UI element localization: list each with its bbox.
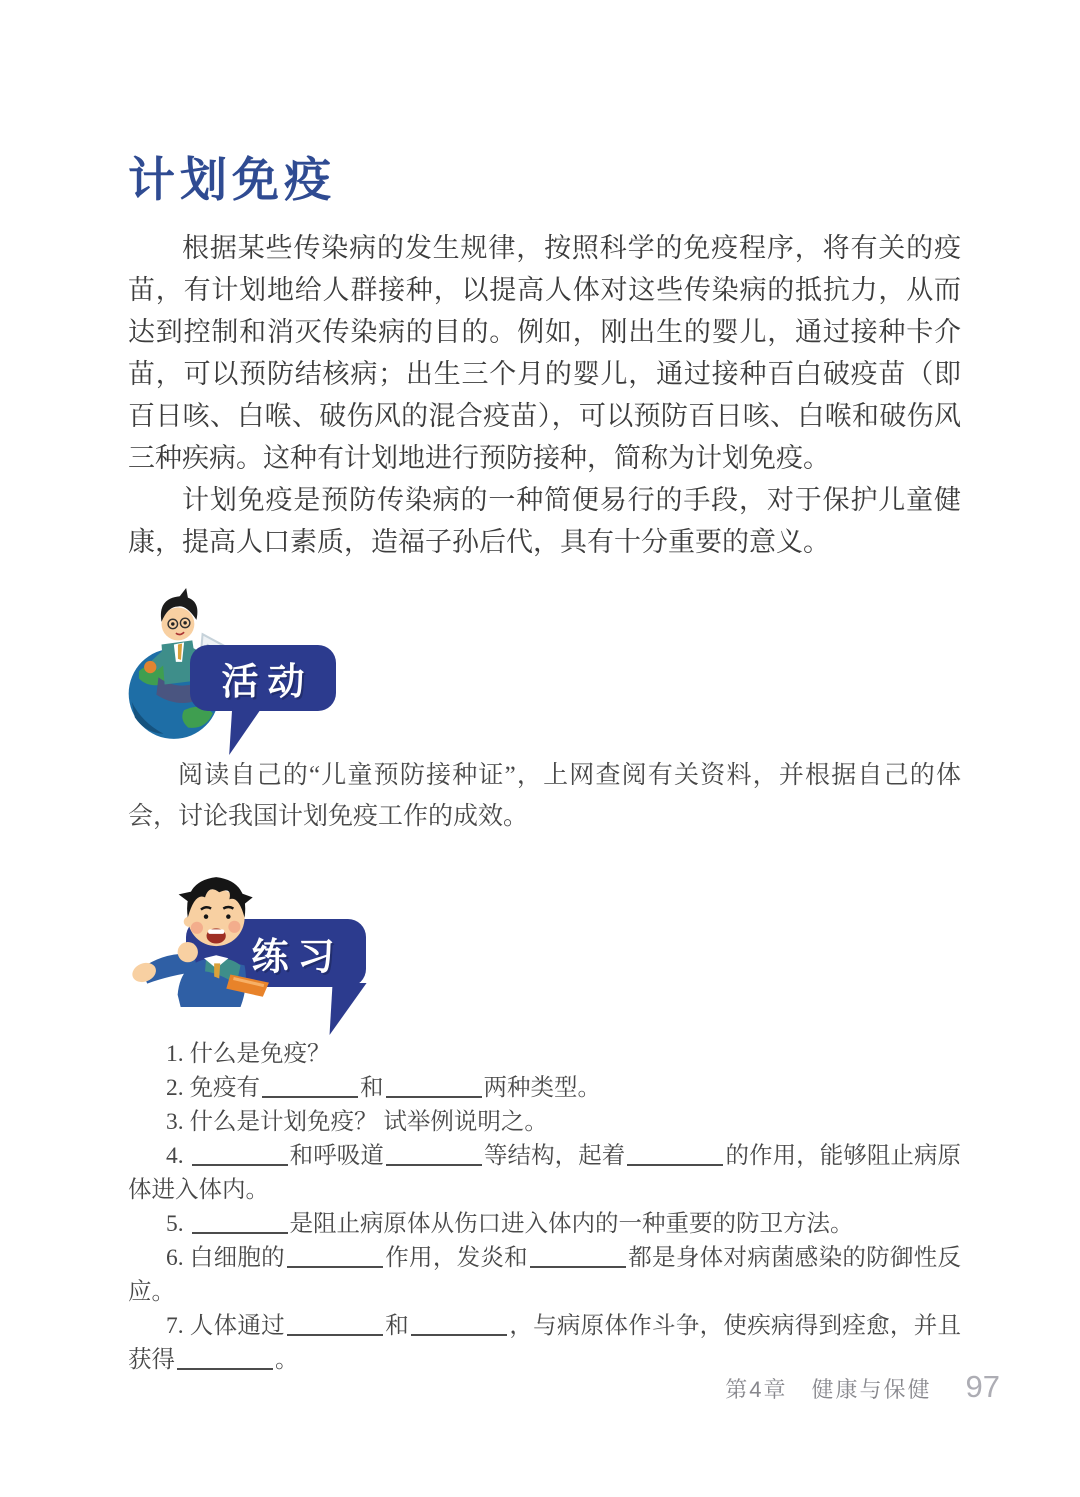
page-footer	[725, 1369, 1000, 1405]
question-text: 是阻止病原体从伤口进入体内的一种重要的防卫方法。	[289, 1211, 854, 1237]
question-text: 的作用，能够阻止病原体进入体内。	[128, 1143, 962, 1203]
fill-in-blank	[530, 1245, 626, 1269]
question-text: 4.	[166, 1143, 190, 1169]
exercise-question	[128, 1207, 961, 1241]
question-text: 等结构，起着	[483, 1143, 626, 1169]
activity-instruction: 阅读自己的“儿童预防接种证”，上网查阅有关资料，并根据自己的体会，讨论我国计划免疫工作的成效。	[128, 762, 961, 830]
page-content	[128, 143, 961, 1377]
intro-paragraph-2: 计划免疫是预防传染病的一种简便易行的手段，对于保护儿童健康，提高人口素质，造福子孙后代，具有十分重要的意义。	[128, 485, 961, 557]
question-text: ，与病原体作斗争，使疾病得到痊愈，并且获得	[128, 1313, 962, 1373]
fill-in-blank	[287, 1313, 383, 1337]
activity-badge	[190, 645, 336, 711]
page-number: 97	[965, 1369, 1000, 1404]
exercise-question	[128, 1037, 961, 1071]
fill-in-blank	[287, 1245, 383, 1269]
question-text: 6. 白细胞的	[166, 1245, 285, 1271]
question-text: 7. 人体通过	[166, 1313, 285, 1339]
question-text: 和	[360, 1075, 384, 1101]
question-text: 1. 什么是免疫？	[166, 1041, 331, 1067]
question-text: 。	[275, 1347, 299, 1373]
fill-in-blank	[192, 1143, 288, 1167]
fill-in-blank	[386, 1075, 482, 1099]
question-text: 和	[384, 1313, 410, 1339]
exercise-badge-label: 练习	[251, 936, 344, 977]
question-text: 都是身体对病菌感染的防御性反应。	[128, 1245, 962, 1305]
exercise-badge-tail	[323, 983, 366, 1035]
exercise-header	[128, 875, 961, 1027]
exercise-question	[128, 1139, 961, 1207]
fill-in-blank	[262, 1075, 358, 1099]
exercise-question	[128, 1105, 961, 1139]
question-text: 5.	[166, 1211, 190, 1237]
question-text: 3. 什么是计划免疫？ 试举例说明之。	[166, 1109, 548, 1135]
question-text: 2. 免疫有	[166, 1075, 260, 1101]
fill-in-blank	[192, 1211, 288, 1235]
exercise-questions	[128, 1037, 961, 1377]
fill-in-blank	[411, 1313, 507, 1337]
activity-badge-label: 活动	[221, 661, 314, 702]
exercise-question	[128, 1241, 961, 1309]
intro-paragraph-1: 根据某些传染病的发生规律，按照科学的免疫程序，将有关的疫苗，有计划地给人群接种，以提高人体对这些传染病的抵抗力，从而达到控制和消灭传染病的目的。例如，刚出生的婴儿，通过接种卡介苗，可以预防结核病；出生三个月的婴儿，通过接种百白破疫苗（即百日咳、白喉、破伤风的混合疫苗），可以预防百日咳、白喉和破伤风三种疾病。这种有计划地进行预防接种，简称为计划免疫。	[128, 233, 961, 473]
exercise-mascot-illustration	[130, 871, 278, 1011]
question-text: 和呼吸道	[289, 1143, 384, 1169]
fill-in-blank	[627, 1143, 723, 1167]
fill-in-blank	[177, 1347, 273, 1371]
activity-header	[128, 585, 961, 751]
question-text: 作用，发炎和	[384, 1245, 528, 1271]
question-text: 两种类型。	[483, 1075, 601, 1101]
exercise-question	[128, 1309, 961, 1377]
exercise-question	[128, 1071, 961, 1105]
page-title: 计划免疫	[128, 153, 336, 206]
fill-in-blank	[386, 1143, 482, 1167]
chapter-label: 第4章 健康与保健	[725, 1377, 932, 1402]
